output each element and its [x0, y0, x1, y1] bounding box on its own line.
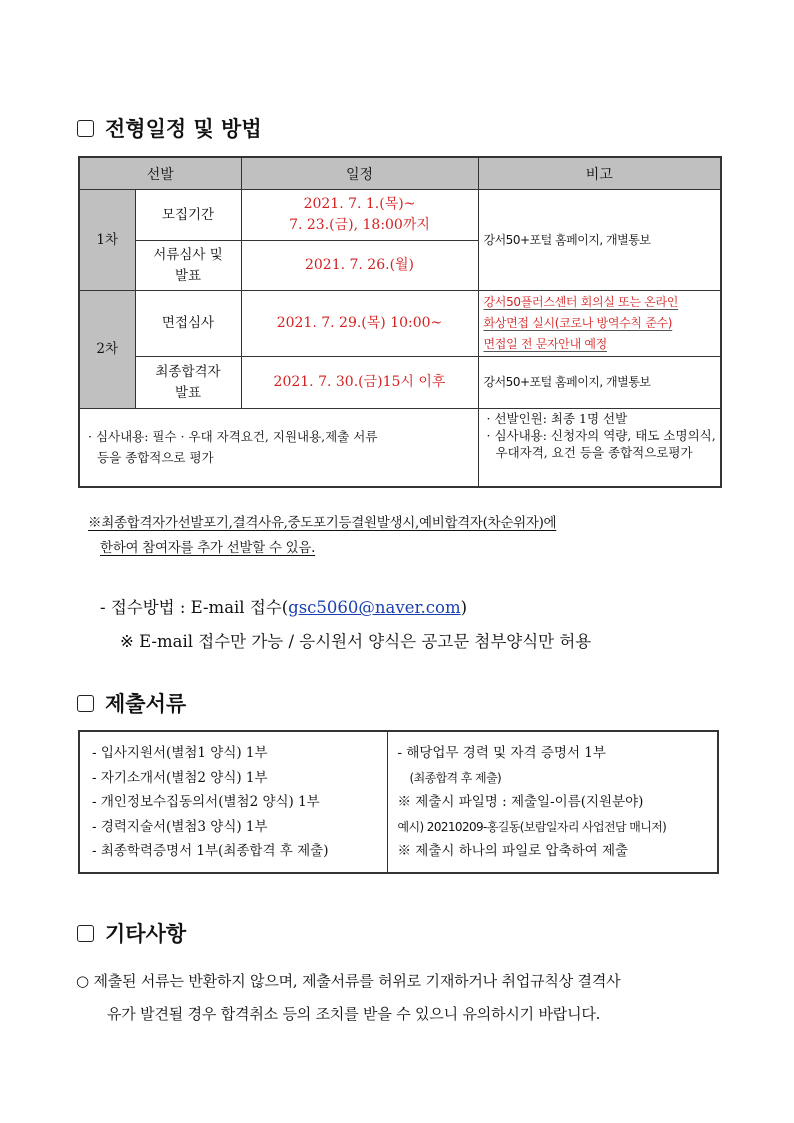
item-interview: 면접심사: [135, 291, 241, 357]
section-title-etc: [77, 918, 186, 948]
list-item: - 자기소개서(별첨2 양식) 1부: [92, 769, 268, 786]
section-title-documents: [77, 688, 186, 718]
header-schedule: 일정: [241, 157, 478, 190]
list-item: - 개인정보수집동의서(별첨2 양식) 1부: [92, 794, 320, 810]
list-item: (최종합격 후 제출): [409, 770, 502, 785]
list-item: - 경력지술서(별첨3 양식) 1부: [92, 818, 268, 835]
item-recruitment-period: 모집기간: [135, 190, 241, 241]
table-header-row: [79, 157, 721, 190]
section-title-text: 전형일정 및 방법: [105, 117, 262, 141]
note-final-announcement: 강서50+포털 홈페이지, 개별통보: [478, 357, 721, 409]
section-title-schedule: [77, 113, 262, 143]
date-interview: 2021. 7. 29.(목) 10:00~: [241, 291, 478, 357]
header-selection: 선발: [79, 157, 241, 190]
table-row: [79, 357, 721, 409]
method-line: - 접수방법 : E-mail 접수(gsc5060@naver.com): [100, 598, 468, 617]
stage-2-label: 2차: [79, 291, 135, 409]
stage-1-label: 1차: [79, 190, 135, 291]
date-recruitment-period: 2021. 7. 1.(목)~ 7. 23.(금), 18:00까지: [241, 190, 478, 241]
note-interview: 강서50플러스센터 회의실 또는 온라인 화상면접 실시(코로나 방역수칙 준수) 면접일 전 문자안내 예정: [478, 291, 721, 357]
list-item: - 최종학력증명서 1부(최종합격 후 제출): [92, 843, 329, 859]
additional-selection-notice: ※최종합격자가선발포기,결격사유,중도포기등결원발생시,예비합격자(차순위자)에 한하여 참여자를 추가 선발할 수 있음.: [88, 515, 557, 556]
checkbox-icon: [77, 120, 94, 137]
table-row: [79, 190, 721, 241]
documents-right: [387, 731, 718, 873]
table-summary-row: [79, 409, 721, 487]
section-title-text: 제출서류: [105, 692, 187, 716]
list-item: - 해당업무 경력 및 자격 증명서 1부: [397, 745, 606, 761]
item-document-review: 서류심사 및 발표: [135, 241, 241, 291]
table-row: [79, 291, 721, 357]
checkbox-icon: [77, 695, 94, 712]
documents-table: [78, 730, 719, 874]
checkbox-icon: [77, 925, 94, 942]
schedule-table: [78, 156, 722, 488]
summary-left: · 심사내용: 필수 · 우대 자격요건, 지원내용,제출 서류 등을 종합적으로 평가: [79, 409, 478, 487]
note-stage-1: 강서50+포털 홈페이지, 개별통보: [478, 190, 721, 291]
list-item: ※ 제출시 하나의 파일로 압축하여 제출: [397, 843, 629, 859]
list-item: ※ 제출시 파일명 : 제출일-이름(지원분야): [397, 794, 644, 810]
application-method: [100, 591, 591, 659]
table-row: [79, 731, 718, 873]
summary-right: · 선발인원: 최종 1명 선발 · 심사내용: 신청자의 역량, 태도 소명의식,우대자격, 요건 등을 종합적으로평가: [478, 409, 721, 487]
etc-paragraph: ○ 제출된 서류는 반환하지 않으며, 제출서류를 허위로 기재하거나 취업규칙상 결격사 유가 발견될 경우 합격취소 등의 조치를 받을 수 있으니 유의하시기 바랍니다.: [76, 972, 621, 1023]
list-item: 예시) 20210209-홍길동(보람일자리 사업전담 매니저): [397, 819, 667, 834]
list-item: - 입사지원서(별첨1 양식) 1부: [92, 745, 268, 761]
date-document-review: 2021. 7. 26.(월): [241, 241, 478, 291]
header-remarks: 비고: [478, 157, 721, 190]
date-final-announcement: 2021. 7. 30.(금)15시 이후: [241, 357, 478, 409]
documents-left: [79, 731, 387, 873]
email-link[interactable]: gsc5060@naver.com: [288, 598, 461, 617]
item-final-announcement: 최종합격자 발표: [135, 357, 241, 409]
method-note: ※ E-mail 접수만 가능 / 응시원서 양식은 공고문 첨부양식만 허용: [120, 632, 592, 651]
section-title-text: 기타사항: [105, 922, 187, 946]
